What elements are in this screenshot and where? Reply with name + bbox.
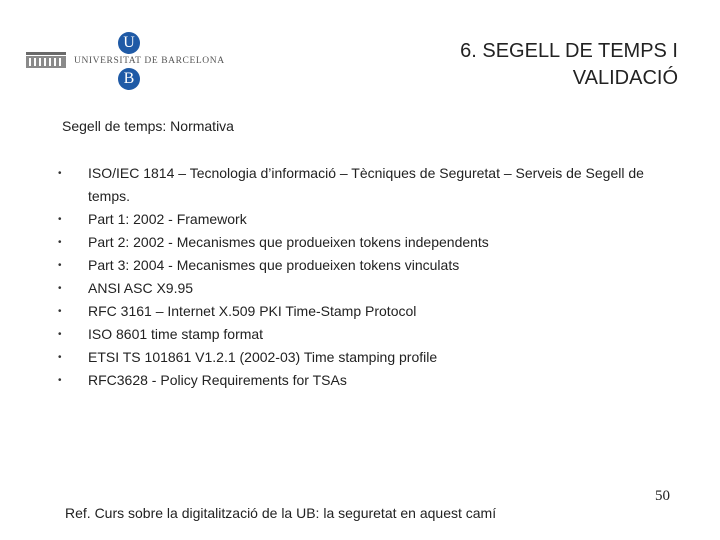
- logo-text: UNIVERSITAT DE BARCELONA: [74, 56, 225, 66]
- list-item: [58, 323, 670, 346]
- university-logo: [26, 32, 225, 90]
- list-item-text: RFC 3161 – Internet X.509 PKI Time-Stamp Protocol: [88, 303, 417, 319]
- list-item-text: ETSI TS 101861 V1.2.1 (2002-03) Time stamping profile: [88, 349, 438, 365]
- logo-letter-u: U: [118, 32, 140, 54]
- list-item-text: ISO 8601 time stamp format: [88, 326, 264, 342]
- list-item: [58, 300, 670, 323]
- list-item-text: ANSI ASC X9.95: [88, 280, 194, 296]
- section-subtitle: Segell de temps: Normativa: [62, 118, 234, 134]
- bullet-icon: •: [58, 375, 62, 386]
- list-item: [58, 231, 670, 254]
- list-item-text: RFC3628 - Policy Requirements for TSAs: [88, 372, 347, 388]
- list-item: [58, 254, 670, 277]
- list-item-text: Part 1: 2002 - Framework: [88, 211, 247, 227]
- list-item: [58, 208, 670, 231]
- bullet-icon: •: [58, 306, 62, 317]
- list-item: [58, 277, 670, 300]
- standards-list: [58, 162, 670, 392]
- list-item: [58, 162, 670, 208]
- bullet-icon: •: [58, 214, 62, 225]
- list-item-text: Part 2: 2002 - Mecanismes que produeixen tokens independents: [88, 234, 489, 250]
- slide-title: [460, 38, 678, 92]
- list-item-text: Part 3: 2004 - Mecanismes que produeixen tokens vinculats: [88, 257, 460, 273]
- list-item: [58, 346, 670, 369]
- bullet-icon: •: [58, 260, 62, 271]
- logo-letter-b: B: [118, 68, 140, 90]
- slide-title-line-1: 6. SEGELL DE TEMPS I: [460, 40, 678, 62]
- slide-title-line-2: VALIDACIÓ: [572, 67, 678, 89]
- page-number: 50: [655, 488, 670, 504]
- building-icon: [26, 50, 66, 68]
- list-item: [58, 369, 670, 392]
- bullet-icon: •: [58, 168, 62, 179]
- footer-reference: Ref. Curs sobre la digitalització de la UB: la seguretat en aquest camí: [65, 505, 497, 521]
- list-item-text: ISO/IEC 1814 – Tecnologia d’informació – Tècniques de Seguretat – Serveis de Segell de temps.: [88, 165, 644, 204]
- bullet-icon: •: [58, 283, 62, 294]
- bullet-icon: •: [58, 237, 62, 248]
- bullet-icon: •: [58, 329, 62, 340]
- bullet-icon: •: [58, 352, 62, 363]
